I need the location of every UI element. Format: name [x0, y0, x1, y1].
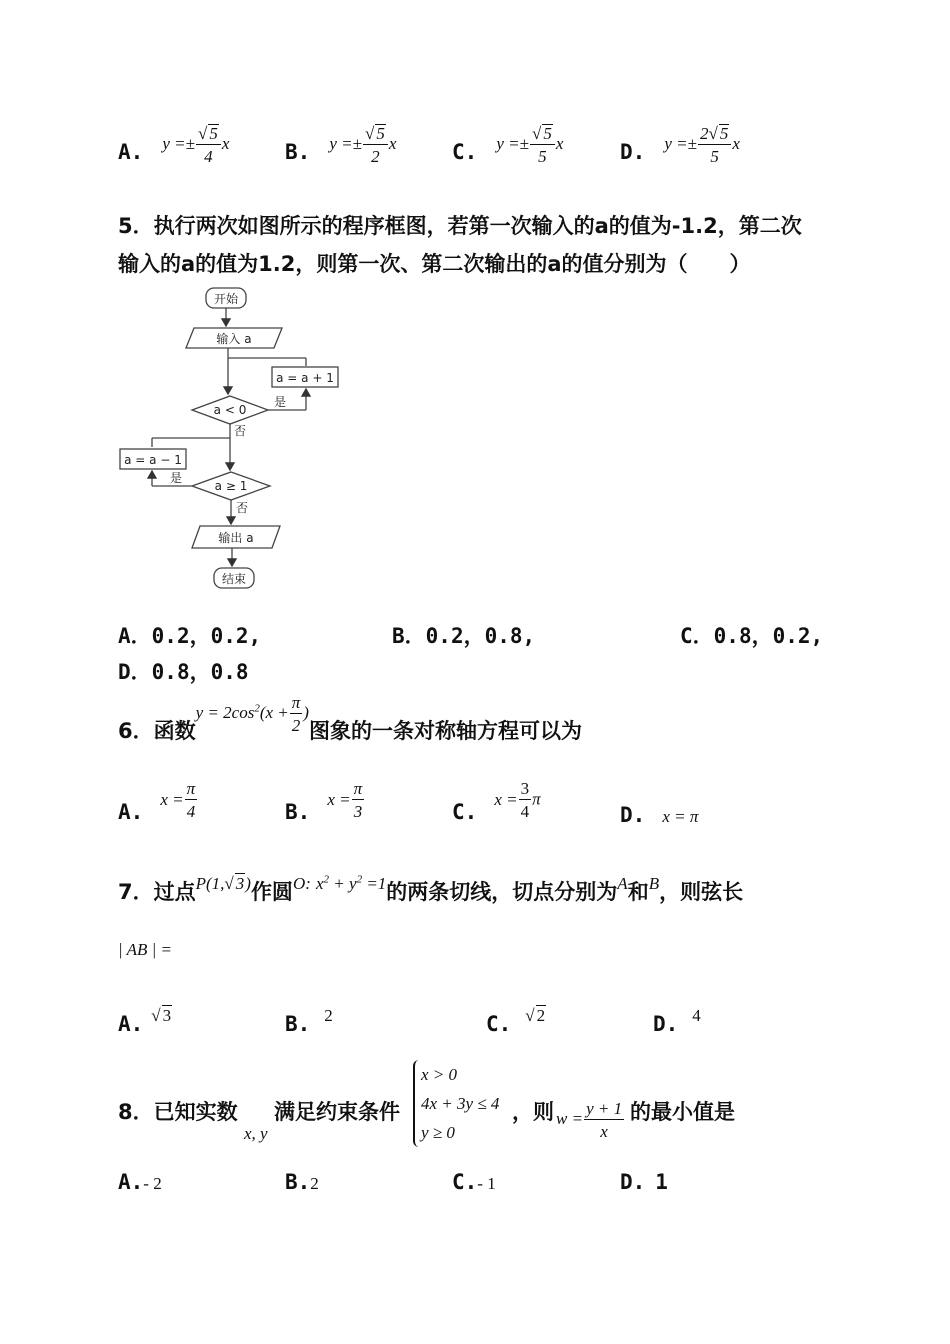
q8-vars: x, y	[244, 1124, 268, 1143]
q6-option-a: A. x = $\frac{\pi}{4}$	[118, 779, 196, 824]
q4-option-c: C. y =± $\frac{√ 5}{5}$ x	[452, 124, 564, 166]
q7-option-a: A. √ 3	[118, 1006, 172, 1036]
q6-option-b: B. x = $\frac{\pi}{3}$	[285, 779, 363, 824]
condition-1-label: a < 0	[213, 403, 247, 417]
fraction: $\frac{√ 5}{5}$	[530, 124, 555, 165]
q4-option-d: D. y =± $\frac{2√ 5}{5}$ x	[620, 124, 740, 166]
q8-option-b: B.2	[285, 1170, 319, 1194]
no-1-label: 否	[234, 424, 247, 438]
constraint-2: 4x + 3y ≤ 4	[421, 1094, 500, 1113]
output-label: 输出 a	[218, 531, 254, 545]
q7-chord-label: | AB | =	[118, 940, 173, 959]
q5-option-a: A．0.2，0.2,	[118, 624, 262, 648]
q5-stem-line1: 5．执行两次如图所示的程序框图，若第一次输入的a的值为-1.2，第二次	[118, 214, 802, 238]
start-label: 开始	[213, 292, 239, 306]
constraint-1: x > 0	[421, 1065, 458, 1084]
q5-flowchart	[110, 282, 370, 592]
q5-option-b: B．0.2，0.8,	[392, 624, 536, 648]
q8-then: ，则	[512, 1100, 554, 1124]
q6-stem: 6．函数$y = 2\cos^2(x$ + $\frac{\pi}{2}$ )图象的一条对称轴方程可以为	[118, 693, 582, 743]
decrement-label: a = a − 1	[124, 453, 182, 467]
formula: $y = 2\cos^2(x$ + $\frac{\pi}{2}$ )	[195, 693, 309, 735]
yes-1-label: 是	[274, 395, 287, 409]
q6-option-d: D. x = π	[620, 803, 699, 827]
no-2-label: 否	[236, 501, 249, 515]
formula: y =±	[496, 134, 529, 153]
q8-prefix: 8．已知实数	[118, 1100, 238, 1124]
q8-mid: 满足约束条件	[274, 1100, 400, 1124]
increment-label: a = a + 1	[276, 371, 334, 385]
formula: y =±	[329, 134, 362, 153]
fraction: $\frac{√ 5}{4}$	[196, 124, 221, 165]
formula: y =±	[162, 134, 195, 153]
q4-option-b: B. y =± $\frac{√ 5}{2}$ x	[285, 124, 397, 166]
input-label: 输入 a	[216, 332, 252, 346]
q7-option-c: C. √ 2	[486, 1006, 546, 1036]
q8-option-a: A.- 2	[118, 1170, 162, 1194]
option-label: A.	[118, 140, 144, 164]
q5-option-c: C．0.8，0.2,	[680, 624, 824, 648]
formula: y =±	[664, 134, 697, 153]
q7-option-d: D. 4	[653, 1006, 701, 1036]
point-formula: P(1,√ 3)	[195, 874, 251, 893]
condition-2-label: a ≥ 1	[214, 479, 248, 493]
option-label: B.	[285, 140, 311, 164]
fraction: $\frac{√ 5}{2}$	[363, 124, 388, 165]
q6-option-c: C. x = $\frac{3}{4}$ π	[452, 779, 541, 824]
fraction: $\frac{2√ 5}{5}$	[698, 124, 731, 165]
q8-suffix: 的最小值是	[630, 1100, 735, 1124]
q8-option-c: C.- 1	[452, 1170, 496, 1194]
option-label: D.	[620, 140, 646, 164]
q7-stem: 7．过点P(1,√ 3)作圆O: $x^2 + y^2 =1$的两条切线，切点分别为A和B，则弦长	[118, 873, 744, 904]
yes-2-label: 是	[170, 471, 183, 485]
q8-constraints	[413, 1060, 499, 1147]
constraint-3: y ≥ 0	[421, 1123, 455, 1142]
q7-option-b: B. 2	[285, 1006, 333, 1036]
q5-stem-line2: 输入的a的值为1.2，则第一次、第二次输出的a的值分别为（ ）	[118, 252, 751, 276]
q5-option-d: D．0.8，0.8	[118, 660, 249, 684]
option-label: C.	[452, 140, 478, 164]
end-label: 结束	[221, 572, 247, 586]
circle-formula: $x^2 + y^2 =1$	[315, 873, 387, 893]
q8-w-formula: w = $\frac{y + 1}{x}$	[556, 1099, 623, 1141]
q4-option-a: A. y =± $\frac{√ 5}{4}$ x	[118, 124, 230, 166]
q8-option-d: D. 1	[620, 1170, 668, 1194]
